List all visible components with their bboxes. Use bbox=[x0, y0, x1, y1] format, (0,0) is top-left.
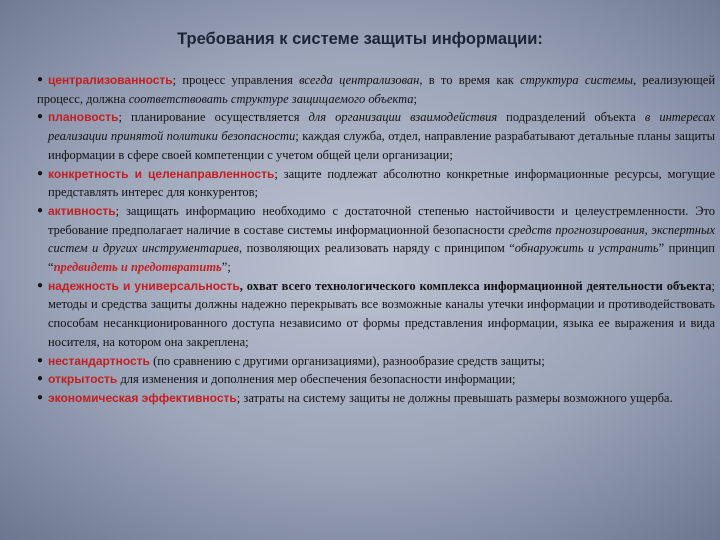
requirements-list bbox=[37, 71, 715, 408]
list-item-centralization: ● централизованность; процесс управления всегда централизован, в то время как структура системы, реализующей процесс, должна соответствовать структуре защищаемого объекта; bbox=[37, 73, 716, 106]
term-concreteness: конкретность и целенаправленность bbox=[48, 166, 275, 181]
page-title: Требования к системе защиты информации: bbox=[177, 30, 543, 48]
list-item-planning: ● плановость; планирование осуществляется для организации взаимодействия подразделений объекта в интересах реализации принятой политики безопасности; каждая служба, отдел, направление разрабатывают детальные планы защиты информации в сфере своей компетенции с учетом общей цели организации; bbox=[37, 110, 716, 162]
term-foresee-prevent: предвидеть и предотвратить bbox=[53, 260, 222, 275]
term-reliability: надежность и универсальность bbox=[48, 278, 240, 293]
bullet-icon: ● bbox=[37, 204, 44, 216]
bullet-icon: ● bbox=[37, 354, 44, 366]
list-item-reliability: ● надежность и универсальность, охват всего технологического комплекса информационной деятельности объекта; методы и средства защиты должны надежно перекрывать все возможные каналы утечки информации и противодействовать способам несанкционированного доступа независимо от формы представления информации, языка ее выражения и вида носителя, на котором она закреплена; bbox=[37, 278, 715, 349]
term-planning: плановость bbox=[48, 110, 119, 125]
list-item-concreteness: ● конкретность и целенаправленность; защите подлежат абсолютно конкретные информационные ресурсы, могущие представлять интерес для конкурентов; bbox=[37, 166, 715, 200]
list-item-openness: ● открытость для изменения и дополнения мер обеспечения безопасности информации; bbox=[37, 370, 715, 389]
term-economic-efficiency: экономическая эффективность bbox=[48, 390, 237, 405]
bullet-icon: ● bbox=[37, 74, 44, 85]
list-item-activity: ● активность; защищать информацию необходимо с достаточной степенью настойчивости и целеустремленности. Это требование предполагает наличие в составе системы информационной безопасности средств прогнозирования, экспертных систем и других инструментариев, позволяющих реализовать наряду с принципом “обнаружить и устранить” принцип “предвидеть и предотвратить”; bbox=[37, 203, 715, 275]
list-item-nonstandard: ● нестандартность (по сравнению с другими организациями), разнообразие средств защиты; bbox=[37, 352, 715, 371]
term-activity: активность bbox=[48, 203, 116, 218]
bullet-icon: ● bbox=[37, 373, 44, 385]
list-item-economic-efficiency: ● экономическая эффективность; затраты на систему защиты не должны превышать размеры возможного ущерба. bbox=[37, 389, 715, 408]
bullet-icon: ● bbox=[37, 279, 44, 291]
bullet-icon: ● bbox=[37, 391, 44, 403]
term-openness: открытость bbox=[48, 372, 118, 387]
bullet-icon: ● bbox=[37, 167, 44, 179]
bullet-icon: ● bbox=[37, 111, 44, 123]
term-nonstandard: нестандартность bbox=[48, 353, 150, 368]
term-centralization: централизованность bbox=[48, 73, 173, 87]
